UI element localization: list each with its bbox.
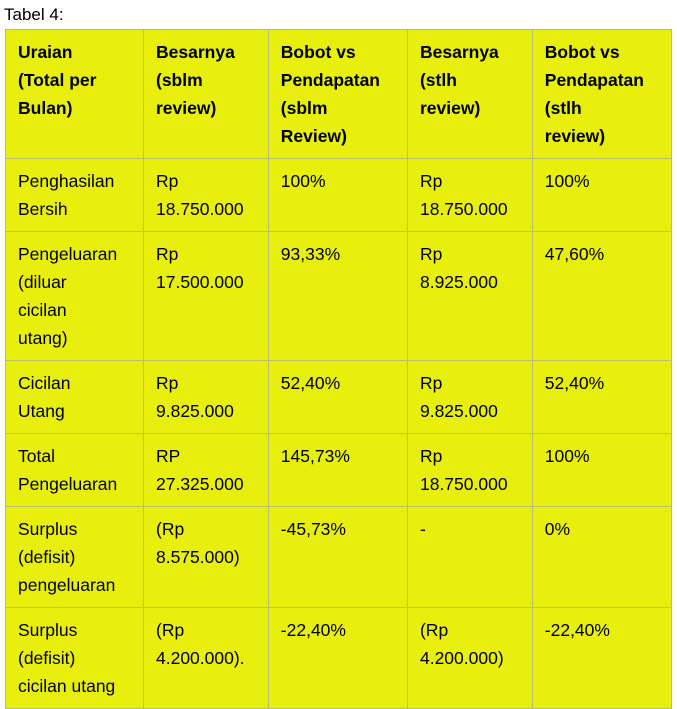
table-cell: 52,40% <box>532 361 671 434</box>
table-row <box>6 159 672 232</box>
table-row <box>6 507 672 608</box>
header-besarnya-stlh: Besarnya (stlh review) <box>407 30 532 159</box>
table-cell: 93,33% <box>268 232 407 361</box>
table-cell: 100% <box>268 159 407 232</box>
table-cell: 100% <box>532 159 671 232</box>
header-uraian: Uraian (Total per Bulan) <box>6 30 144 159</box>
table-cell: 52,40% <box>268 361 407 434</box>
table-cell: 145,73% <box>268 434 407 507</box>
table-cell: Rp 18.750.000 <box>407 434 532 507</box>
table-cell: Rp 18.750.000 <box>144 159 269 232</box>
table-cell: Rp 18.750.000 <box>407 159 532 232</box>
table-cell: Rp 8.925.000 <box>407 232 532 361</box>
table-cell: Pengeluaran (diluar cicilan utang) <box>6 232 144 361</box>
table-cell: - <box>407 507 532 608</box>
table-cell: Surplus (defisit) cicilan utang <box>6 608 144 709</box>
header-besarnya-sblm: Besarnya (sblm review) <box>144 30 269 159</box>
table-cell: Penghasilan Bersih <box>6 159 144 232</box>
table-cell: -22,40% <box>532 608 671 709</box>
table-cell: 47,60% <box>532 232 671 361</box>
table-cell: (Rp 4.200.000) <box>407 608 532 709</box>
table-header-row <box>6 30 672 159</box>
financial-table <box>5 29 672 709</box>
table-cell: RP 27.325.000 <box>144 434 269 507</box>
table-row <box>6 608 672 709</box>
header-bobot-stlh: Bobot vs Pendapatan (stlh review) <box>532 30 671 159</box>
table-cell: Total Pengeluaran <box>6 434 144 507</box>
table-cell: Surplus (defisit) pengeluaran <box>6 507 144 608</box>
table-caption: Tabel 4: <box>4 5 64 24</box>
table-cell: (Rp 8.575.000) <box>144 507 269 608</box>
table-cell: Rp 9.825.000 <box>144 361 269 434</box>
table-cell: 0% <box>532 507 671 608</box>
table-row <box>6 434 672 507</box>
table-cell: (Rp 4.200.000). <box>144 608 269 709</box>
table-cell: Rp 9.825.000 <box>407 361 532 434</box>
table-row <box>6 361 672 434</box>
table-cell: Rp 17.500.000 <box>144 232 269 361</box>
table-cell: -45,73% <box>268 507 407 608</box>
table-row <box>6 232 672 361</box>
table-cell: 100% <box>532 434 671 507</box>
table-cell: -22,40% <box>268 608 407 709</box>
header-bobot-sblm: Bobot vs Pendapatan (sblm Review) <box>268 30 407 159</box>
table-cell: Cicilan Utang <box>6 361 144 434</box>
